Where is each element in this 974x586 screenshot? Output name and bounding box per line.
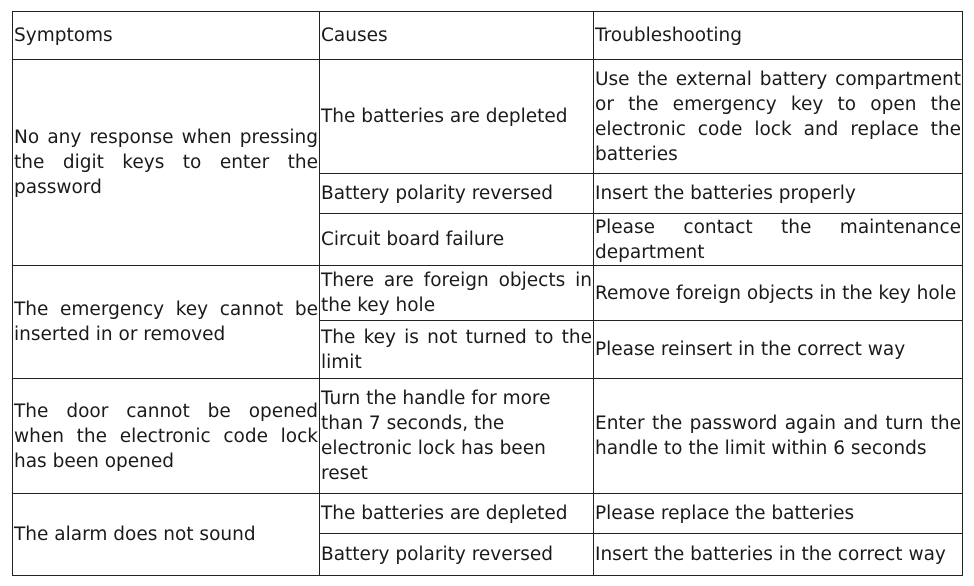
fix-cell: Remove foreign objects in the key hole [594, 266, 963, 321]
fix-cell: Insert the batteries properly [594, 174, 963, 214]
fix-cell: Please reinsert in the correct way [594, 321, 963, 379]
symptom-cell: No any response when pressing the digit keys to enter the password [13, 60, 320, 266]
table-row [13, 266, 963, 321]
fix-cell: Please replace the batteries [594, 494, 963, 534]
cause-cell: Battery polarity reversed [320, 534, 594, 576]
fix-cell: Please contact the maintenance department [594, 214, 963, 266]
cause-cell: The batteries are depleted [320, 494, 594, 534]
table-row [13, 494, 963, 534]
symptom-cell: The alarm does not sound [13, 494, 320, 576]
symptom-cell: The emergency key cannot be inserted in or removed [13, 266, 320, 379]
header-troubleshooting: Troubleshooting [594, 12, 963, 60]
troubleshooting-table [12, 11, 963, 576]
fix-cell: Enter the password again and turn the handle to the limit within 6 seconds [594, 379, 963, 494]
header-symptoms: Symptoms [13, 12, 320, 60]
cause-cell: Turn the handle for more than 7 seconds, the electronic lock has been reset [320, 379, 594, 494]
fix-cell: Use the external battery compartment or the emergency key to open the electronic code lock and replace the batteries [594, 60, 963, 174]
table-header-row [13, 12, 963, 60]
cause-cell: The batteries are depleted [320, 60, 594, 174]
symptom-cell: The door cannot be opened when the electronic code lock has been opened [13, 379, 320, 494]
fix-cell: Insert the batteries in the correct way [594, 534, 963, 576]
cause-cell: The key is not turned to the limit [320, 321, 594, 379]
header-causes: Causes [320, 12, 594, 60]
cause-cell: Battery polarity reversed [320, 174, 594, 214]
cause-cell: Circuit board failure [320, 214, 594, 266]
table-row [13, 379, 963, 494]
table-row [13, 60, 963, 174]
cause-cell: There are foreign objects in the key hole [320, 266, 594, 321]
